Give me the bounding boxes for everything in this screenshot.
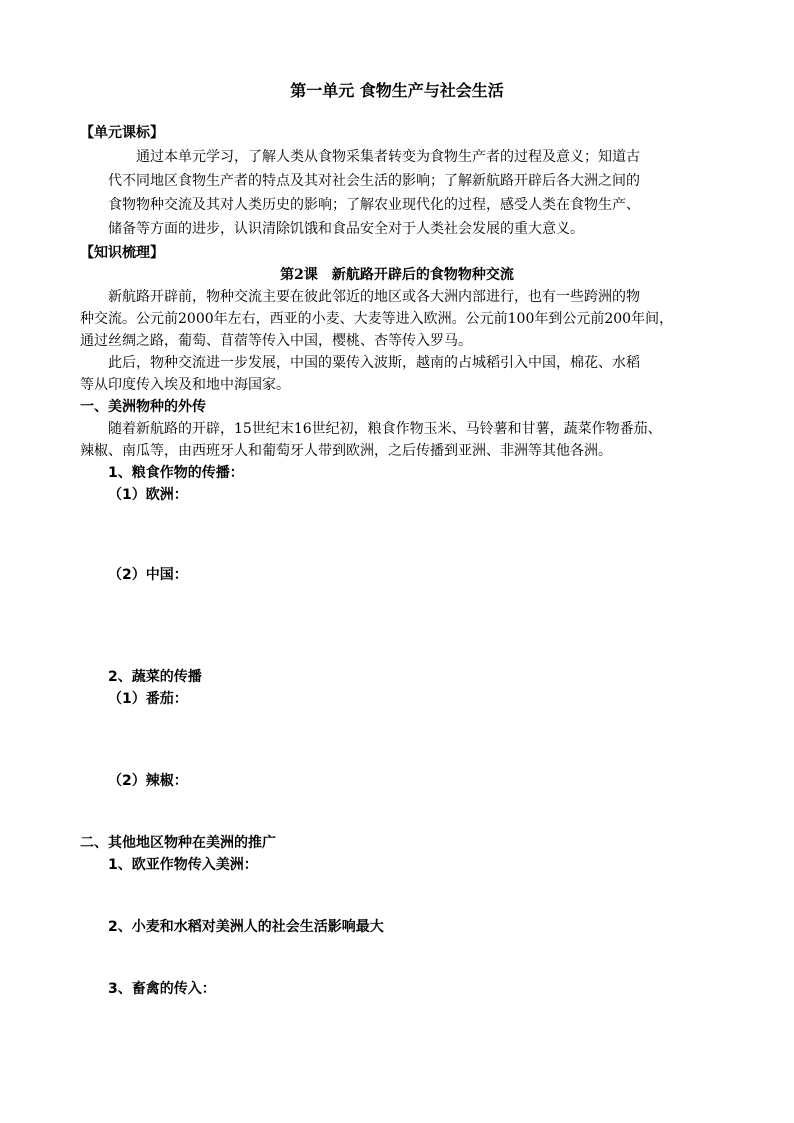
unit-goal-line: 通过本单元学习，了解人类从食物采集者转变为食物生产者的过程及意义；知道古 — [136, 149, 640, 165]
knowledge-heading: 【知识梳理】 — [80, 245, 164, 261]
unit-goal-line: 储备等方面的进步，认识清除饥饿和食品安全对于人类社会发展的重大意义。 — [108, 221, 584, 237]
intro-line: 种交流。公元前2000年左右，西亚的小麦、大麦等进入欧洲。公元前100年到公元前200年间， — [80, 311, 674, 327]
page-title: 第一单元 食物生产与社会生活 — [290, 81, 504, 100]
s2-item1: 1、欧亚作物传入美洲： — [108, 857, 258, 873]
section1-line: 随着新航路的开辟，15世纪末16世纪初，粮食作物玉米、马铃薯和甘薯，蔬菜作物番茄、 — [108, 421, 662, 437]
s2-item3: 3、畜禽的传入： — [108, 981, 216, 997]
s1-item2: 2、蔬菜的传播 — [108, 669, 202, 685]
s1-item1-a: （1）欧洲： — [108, 487, 188, 503]
intro-line: 等从印度传入埃及和地中海国家。 — [80, 377, 290, 393]
s1-item1: 1、粮食作物的传播： — [108, 465, 244, 481]
section1-line: 辣椒、南瓜等，由西班牙人和葡萄牙人带到欧洲，之后传播到亚洲、非洲等其他各洲。 — [80, 443, 612, 459]
intro-line: 此后，物种交流进一步发展，中国的粟传入波斯，越南的占城稻引入中国，棉花、水稻 — [108, 355, 640, 371]
section2-heading: 二、其他地区物种在美洲的推广 — [80, 835, 276, 851]
intro-line: 新航路开辟前，物种交流主要在彼此邻近的地区或各大洲内部进行，也有一些跨洲的物 — [108, 289, 640, 305]
intro-line: 通过丝绸之路，葡萄、苜蓿等传入中国，樱桃、杏等传入罗马。 — [80, 333, 472, 349]
unit-goal-line: 食物物种交流及其对人类历史的影响；了解农业现代化的过程，感受人类在食物生产、 — [108, 197, 640, 213]
s1-item1-b: （2）中国： — [108, 567, 188, 583]
unit-goal-line: 代不同地区食物生产者的特点及其对社会生活的影响；了解新航路开辟后各大洲之间的 — [108, 173, 640, 189]
s2-item2: 2、小麦和水稻对美洲人的社会生活影响最大 — [108, 919, 384, 935]
s1-item2-b: （2）辣椒： — [108, 773, 188, 789]
unit-goal-heading: 【单元课标】 — [80, 125, 164, 141]
lesson-title: 第2课 新航路开辟后的食物物种交流 — [280, 267, 514, 283]
section1-heading: 一、美洲物种的外传 — [80, 399, 206, 415]
s1-item2-a: （1）番茄： — [108, 691, 188, 707]
